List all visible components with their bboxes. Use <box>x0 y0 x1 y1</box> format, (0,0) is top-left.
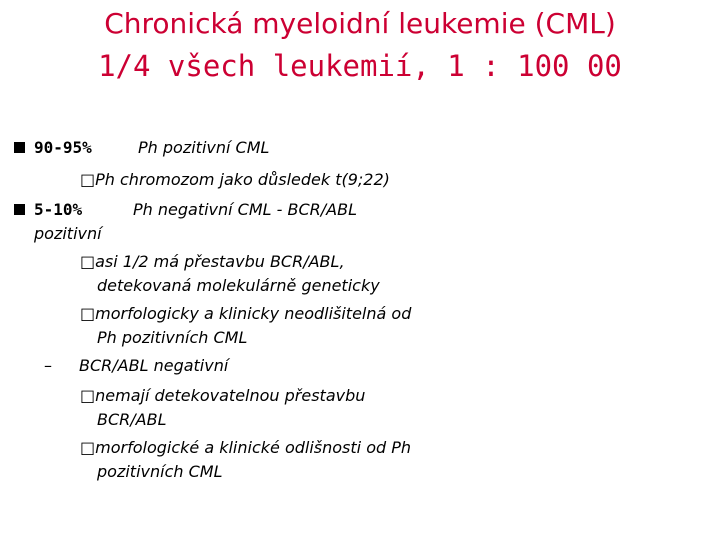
bullet-2-subitem-1-cont: detekovaná molekulárně geneticky <box>97 276 380 295</box>
bullet-3-subitem-1: □nemají detekovatelnou přestavbu <box>80 386 366 405</box>
bullet-1-subitem-1: □Ph chromozom jako důsledek t(9;22) <box>80 170 390 189</box>
dash-marker: – <box>44 356 52 375</box>
missing-glyph-box-icon: □ <box>80 386 96 405</box>
bullet-2-subitem-1: □asi 1/2 má přestavbu BCR/ABL, <box>80 252 345 271</box>
bullet-2-text: Ph negativní CML - BCR/ABL <box>133 200 358 219</box>
bullet-3-text: BCR/ABL negativní <box>79 356 229 375</box>
square-bullet-icon <box>14 142 25 153</box>
missing-glyph-box-icon: □ <box>80 252 96 271</box>
missing-glyph-box-icon: □ <box>80 304 96 323</box>
slide-title-line-1: Chronická myeloidní leukemie (CML) <box>104 7 616 40</box>
square-bullet-icon <box>14 204 25 215</box>
bullet-3-subitem-2-cont: pozitivních CML <box>97 462 223 481</box>
missing-glyph-box-icon: □ <box>80 170 96 189</box>
bullet-3-subitem-2: □morfologické a klinické odlišnosti od Ph <box>80 438 412 457</box>
missing-glyph-box-icon: □ <box>80 438 96 457</box>
bullet-1-percentage: 90-95% <box>34 138 92 157</box>
bullet-1-text: Ph pozitivní CML <box>138 138 270 157</box>
bullet-2-continuation: pozitivní <box>34 224 102 243</box>
bullet-2-percentage: 5-10% <box>34 200 83 219</box>
slide-title-line-2: 1/4 všech leukemií, 1 : 100 00 <box>98 49 622 83</box>
bullet-2-subitem-2-cont: Ph pozitivních CML <box>97 328 248 347</box>
bullet-3-subitem-1-cont: BCR/ABL <box>97 410 167 429</box>
bullet-2-subitem-2: □morfologicky a klinicky neodlišitelná od <box>80 304 412 323</box>
